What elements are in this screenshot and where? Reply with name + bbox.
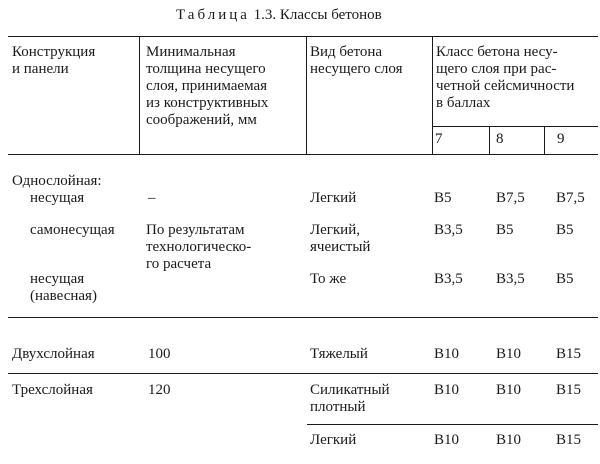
seismic-divider-1 bbox=[489, 126, 490, 154]
section-rule-2 bbox=[8, 373, 598, 374]
header-concrete-class: Класс бетона несу- щего слоя при рас- четной сейсмичности в баллах bbox=[436, 44, 575, 111]
row-3-concrete: То же bbox=[310, 271, 347, 287]
header-col-divider-1 bbox=[139, 36, 140, 154]
row-2-class-7: B3,5 bbox=[434, 222, 463, 238]
row-1-thickness: – bbox=[148, 190, 156, 206]
seismic-divider-2 bbox=[544, 126, 545, 154]
row-6-class-8: B10 bbox=[496, 432, 522, 448]
section-rule-1 bbox=[8, 317, 598, 318]
row-6-class-7: B10 bbox=[434, 432, 460, 448]
row-2-construction: самонесущая bbox=[30, 222, 115, 238]
header-concrete-type: Вид бетона несущего слоя bbox=[310, 44, 403, 77]
table-caption bbox=[176, 7, 382, 24]
row-4-thickness: 100 bbox=[148, 346, 171, 362]
row-4-class-7: B10 bbox=[434, 346, 460, 362]
row-rule-last bbox=[307, 424, 598, 425]
header-construction: Конструкция и панели bbox=[12, 44, 96, 77]
row-4-concrete: Тяжелый bbox=[310, 346, 368, 362]
row-4-class-9: B15 bbox=[556, 346, 582, 362]
header-col-divider-3 bbox=[432, 36, 433, 154]
row-1-class-7: B5 bbox=[434, 190, 452, 206]
row-1-construction: несущая bbox=[30, 190, 85, 206]
caption-label: Таблица bbox=[176, 7, 250, 23]
header-seismic-8: 8 bbox=[496, 131, 504, 147]
row-2-concrete: Легкий, ячеистый bbox=[310, 222, 371, 255]
row-3-class-7: B3,5 bbox=[434, 271, 463, 287]
header-seismic-9: 9 bbox=[557, 131, 565, 147]
header-col-divider-2 bbox=[306, 36, 307, 154]
header-seismic-7: 7 bbox=[435, 131, 443, 147]
row-single-layer-title: Однослойная: bbox=[12, 173, 102, 189]
header-bottom-rule bbox=[8, 154, 598, 155]
caption-title: Классы бетонов bbox=[279, 7, 382, 23]
row-4-class-8: B10 bbox=[496, 346, 522, 362]
row-2-thickness: По результатам технологическо- го расчета bbox=[146, 222, 252, 272]
row-1-concrete: Легкий bbox=[310, 190, 357, 206]
row-5-concrete: Силикатный плотный bbox=[310, 382, 390, 415]
row-5-class-7: B10 bbox=[434, 382, 460, 398]
row-2-class-8: B5 bbox=[496, 222, 514, 238]
table-top-rule bbox=[8, 36, 598, 37]
row-2-class-9: B5 bbox=[556, 222, 574, 238]
row-5-class-8: B10 bbox=[496, 382, 522, 398]
row-3-class-8: B3,5 bbox=[496, 271, 525, 287]
seismic-subheader-rule bbox=[432, 126, 598, 127]
row-1-class-9: B7,5 bbox=[556, 190, 585, 206]
header-min-thickness: Минимальная толщина несущего слоя, принимаемая из конструктивных соображений, мм bbox=[146, 44, 269, 128]
row-6-class-9: B15 bbox=[556, 432, 582, 448]
row-5-construction: Трехслойная bbox=[12, 382, 93, 398]
row-3-construction: несущая (навесная) bbox=[30, 271, 97, 304]
row-1-class-8: B7,5 bbox=[496, 190, 525, 206]
caption-number: 1.3. bbox=[253, 7, 277, 23]
row-6-concrete: Легкий bbox=[310, 432, 357, 448]
row-4-construction: Двухслойная bbox=[12, 346, 95, 362]
row-5-class-9: B15 bbox=[556, 382, 582, 398]
row-5-thickness: 120 bbox=[148, 382, 171, 398]
row-3-class-9: B5 bbox=[556, 271, 574, 287]
